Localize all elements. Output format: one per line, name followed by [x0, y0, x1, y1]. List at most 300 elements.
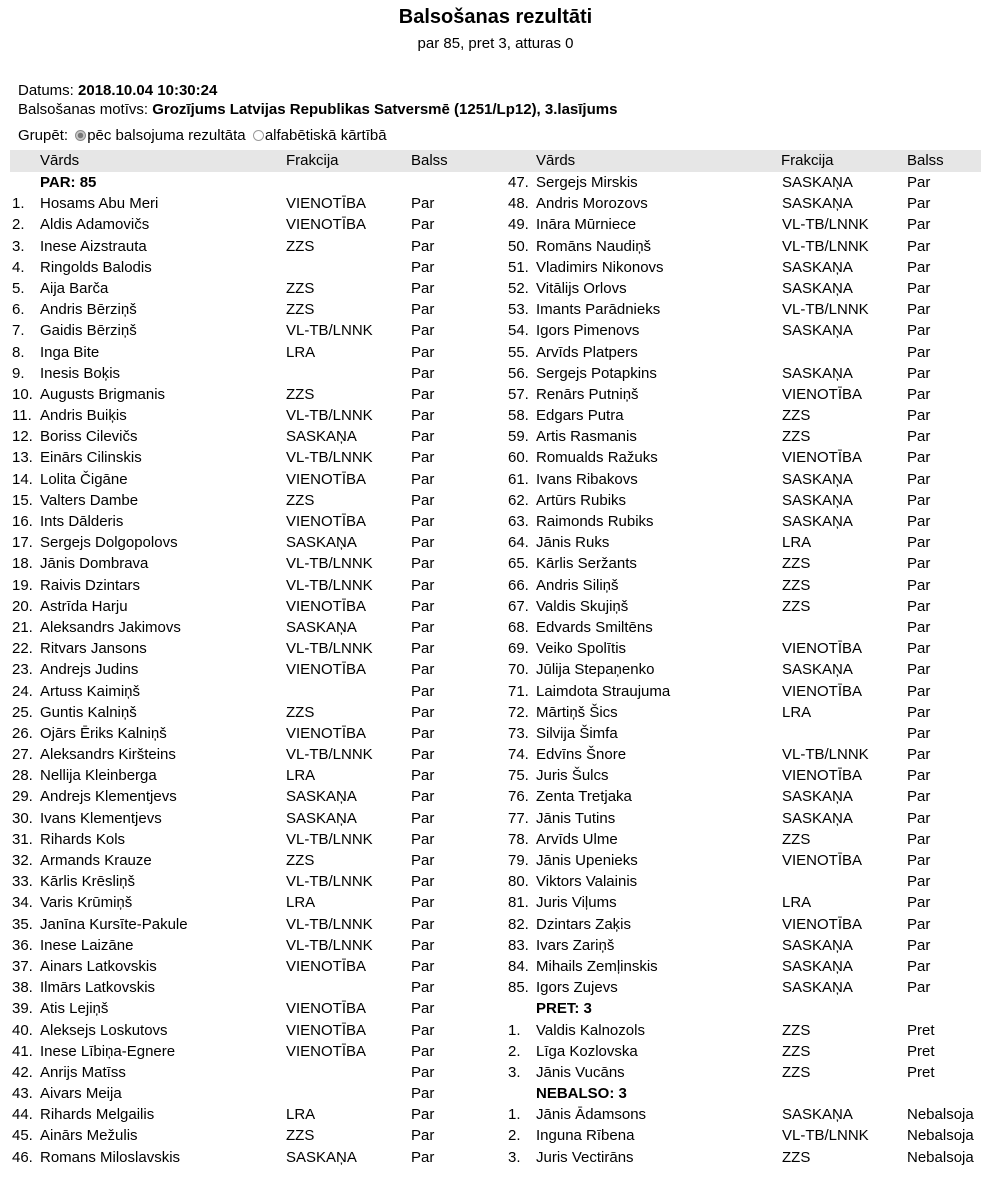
row-number: 57.	[508, 385, 529, 403]
deputy-name: Mārtiņš Šics	[536, 703, 618, 721]
row-number: 46.	[12, 1148, 33, 1166]
deputy-name: Aldis Adamovičs	[40, 216, 150, 234]
row-number: 48.	[508, 195, 529, 213]
deputy-name: Jānis Tutins	[536, 809, 616, 827]
deputy-vote: Par	[411, 1063, 435, 1081]
deputy-faction: VIENOTĪBA	[782, 852, 863, 869]
row-number: 23.	[12, 661, 33, 679]
row-number: 78.	[508, 830, 529, 848]
deputy-vote: Par	[907, 979, 931, 997]
row-number: 18.	[12, 555, 33, 573]
deputy-faction: VIENOTĪBA	[286, 470, 367, 488]
deputy-faction: LRA	[782, 894, 812, 912]
row-number: 32.	[12, 852, 33, 869]
deputy-vote: Par	[907, 852, 931, 869]
deputy-vote: Par	[411, 809, 435, 827]
deputy-name: Aleksejs Loskutovs	[40, 1021, 168, 1039]
deputy-name: Līga Kozlovska	[536, 1042, 638, 1060]
deputy-faction: ZZS	[782, 830, 811, 848]
deputy-faction: VIENOTĪBA	[782, 915, 863, 933]
deputy-name: Aleksandrs Kiršteins	[40, 746, 176, 764]
deputy-faction: ZZS	[286, 852, 315, 869]
deputy-faction: SASKAŅA	[782, 979, 853, 997]
deputy-name: Augusts Brigmanis	[40, 385, 166, 403]
deputy-vote: Par	[907, 195, 931, 213]
row-number: 2.	[508, 1042, 521, 1060]
row-number: 83.	[508, 936, 529, 954]
deputy-faction: ZZS	[286, 491, 315, 509]
deputy-vote: Par	[907, 322, 931, 340]
deputy-name: Inesis Boķis	[40, 364, 121, 382]
deputy-name: Imants Parādnieks	[536, 301, 661, 319]
vote-group-label: NEBALSO: 3	[536, 1085, 627, 1103]
row-number: 69.	[508, 640, 529, 658]
row-number: 21.	[12, 618, 33, 636]
row-number: 26.	[12, 724, 33, 742]
deputy-vote: Par	[907, 491, 931, 509]
deputy-vote: Par	[907, 470, 931, 488]
deputy-name: Ivars Zariņš	[536, 936, 615, 954]
row-number: 45.	[12, 1127, 33, 1145]
deputy-name: Sergejs Potapkins	[536, 364, 657, 382]
row-number: 72.	[508, 703, 529, 721]
row-number: 6.	[12, 301, 25, 319]
row-number: 43.	[12, 1085, 33, 1103]
deputy-name: Inga Bite	[40, 343, 100, 361]
row-number: 64.	[508, 534, 529, 552]
deputy-name: Varis Krūmiņš	[40, 894, 133, 912]
row-number: 66.	[508, 576, 529, 594]
row-number: 33.	[12, 873, 33, 891]
deputy-faction: SASKAŅA	[286, 809, 357, 827]
deputy-faction: ZZS	[782, 428, 811, 446]
deputy-name: Nellija Kleinberga	[40, 767, 157, 785]
motive-label: Balsošanas motīvs:	[18, 101, 149, 118]
deputy-vote: Par	[411, 385, 435, 403]
deputy-name: Viktors Valainis	[536, 873, 638, 891]
row-number: 14.	[12, 470, 33, 488]
group-by-result-radio[interactable]	[75, 130, 86, 141]
deputy-faction: VIENOTĪBA	[286, 513, 367, 530]
deputy-vote: Par	[411, 703, 435, 721]
deputy-name: Romualds Ražuks	[536, 449, 658, 467]
deputy-faction: SASKAŅA	[782, 258, 853, 276]
deputy-name: Romans Miloslavskis	[40, 1148, 181, 1166]
deputy-vote: Par	[411, 1085, 435, 1103]
deputy-vote: Par	[411, 1000, 435, 1018]
deputy-name: Sergejs Mirskis	[536, 174, 638, 191]
row-number: 19.	[12, 576, 33, 594]
row-number: 61.	[508, 470, 529, 488]
deputy-faction: SASKAŅA	[782, 195, 853, 213]
deputy-name: Ivans Klementjevs	[40, 809, 162, 827]
deputy-vote: Par	[907, 746, 931, 764]
deputy-faction: VL-TB/LNNK	[286, 915, 373, 933]
header-vote-right: Balss	[907, 152, 944, 169]
header-name-left: Vārds	[40, 152, 80, 169]
deputy-vote: Nebalsoja	[907, 1127, 974, 1145]
deputy-faction: VIENOTĪBA	[286, 1042, 367, 1060]
deputy-name: Jūlija Stepaņenko	[536, 661, 655, 679]
deputy-vote: Par	[907, 216, 931, 234]
deputy-vote: Par	[907, 449, 931, 467]
deputy-name: Lolita Čigāne	[40, 470, 128, 488]
deputy-faction: VIENOTĪBA	[286, 216, 367, 234]
deputy-vote: Par	[411, 279, 435, 297]
deputy-vote: Par	[907, 174, 931, 191]
deputy-vote: Par	[907, 597, 931, 615]
vote-group-label: PAR: 85	[40, 174, 97, 191]
deputy-vote: Par	[907, 279, 931, 297]
deputy-faction: VL-TB/LNNK	[782, 301, 869, 319]
deputy-name: Juris Viļums	[536, 894, 617, 912]
header-faction-left: Frakcija	[286, 152, 339, 169]
deputy-name: Zenta Tretjaka	[536, 788, 632, 806]
deputy-name: Juris Šulcs	[536, 767, 609, 785]
deputy-faction: SASKAŅA	[782, 809, 853, 827]
deputy-name: Andris Morozovs	[536, 195, 648, 213]
deputy-faction: VIENOTĪBA	[286, 1000, 367, 1018]
deputy-vote: Par	[411, 1127, 435, 1145]
deputy-vote: Nebalsoja	[907, 1106, 974, 1124]
deputy-name: Edvards Smiltēns	[536, 618, 653, 636]
row-number: 60.	[508, 449, 529, 467]
deputy-faction: SASKAŅA	[782, 936, 853, 954]
row-number: 27.	[12, 746, 33, 764]
deputy-name: Silvija Šimfa	[536, 724, 618, 742]
deputy-name: Rihards Melgailis	[40, 1106, 155, 1124]
row-number: 39.	[12, 1000, 33, 1018]
row-number: 54.	[508, 322, 529, 340]
deputy-vote: Par	[411, 470, 435, 488]
deputy-vote: Par	[411, 237, 435, 255]
deputy-name: Aivars Meija	[40, 1085, 122, 1103]
deputy-name: Igors Pimenovs	[536, 322, 640, 340]
deputy-faction: VL-TB/LNNK	[286, 640, 373, 658]
deputy-vote: Pret	[907, 1042, 935, 1060]
deputy-faction: VL-TB/LNNK	[286, 407, 373, 425]
deputy-vote: Par	[907, 661, 931, 679]
deputy-name: Andris Siliņš	[536, 576, 619, 594]
grouping-label: Grupēt:	[18, 127, 69, 144]
row-number: 67.	[508, 597, 529, 615]
deputy-faction: VL-TB/LNNK	[286, 873, 373, 891]
row-number: 28.	[12, 767, 33, 785]
row-number: 82.	[508, 915, 529, 933]
deputy-vote: Par	[411, 1042, 435, 1060]
vote-summary: par 85, pret 3, atturas 0	[417, 35, 574, 52]
row-number: 41.	[12, 1042, 33, 1060]
deputy-name: Arvīds Platpers	[536, 343, 638, 361]
deputy-name: Valters Dambe	[40, 491, 139, 509]
deputy-vote: Par	[411, 682, 435, 700]
row-number: 70.	[508, 661, 529, 679]
row-number: 73.	[508, 724, 529, 742]
deputy-name: Aleksandrs Jakimovs	[40, 618, 181, 636]
row-number: 1.	[508, 1106, 521, 1124]
deputy-faction: VL-TB/LNNK	[782, 746, 869, 764]
row-number: 34.	[12, 894, 33, 912]
deputy-name: Romāns Naudiņš	[536, 237, 652, 255]
deputy-vote: Par	[411, 915, 435, 933]
deputy-faction: ZZS	[286, 703, 315, 721]
group-by-result-label[interactable]: pēc balsojuma rezultāta	[87, 127, 246, 144]
deputy-faction: VIENOTĪBA	[782, 449, 863, 467]
deputy-faction: SASKAŅA	[782, 491, 853, 509]
deputy-name: Gaidis Bērziņš	[40, 322, 137, 340]
deputy-name: Astrīda Harju	[40, 597, 128, 615]
deputy-vote: Par	[907, 428, 931, 446]
row-number: 15.	[12, 491, 33, 509]
row-number: 3.	[508, 1148, 521, 1166]
row-number: 7.	[12, 322, 25, 340]
header-faction-right: Frakcija	[781, 152, 834, 169]
deputy-faction: VIENOTĪBA	[782, 385, 863, 403]
deputy-vote: Par	[907, 873, 931, 891]
deputy-name: Inese Laizāne	[40, 936, 134, 954]
row-number: 24.	[12, 682, 33, 700]
deputy-faction: VIENOTĪBA	[782, 640, 863, 658]
date-value: 2018.10.04 10:30:24	[78, 82, 218, 99]
row-number: 3.	[508, 1063, 521, 1081]
deputy-vote: Par	[411, 830, 435, 848]
deputy-vote: Par	[907, 682, 931, 700]
deputy-vote: Par	[411, 597, 435, 615]
row-number: 1.	[508, 1021, 521, 1039]
header-vote-left: Balss	[411, 152, 448, 169]
deputy-vote: Par	[907, 258, 931, 276]
group-alphabetical-label[interactable]: alfabētiskā kārtībā	[264, 127, 387, 144]
deputy-faction: ZZS	[782, 576, 811, 594]
deputy-name: Ināra Mūrniece	[536, 216, 637, 234]
deputy-faction: SASKAŅA	[286, 1148, 357, 1166]
deputy-name: Andris Bērziņš	[40, 301, 137, 319]
deputy-vote: Par	[411, 1148, 435, 1166]
row-number: 58.	[508, 407, 529, 425]
deputy-name: Jānis Dombrava	[40, 555, 149, 573]
deputy-name: Jānis Vucāns	[536, 1063, 625, 1081]
row-number: 80.	[508, 873, 529, 891]
deputy-faction: ZZS	[286, 1127, 315, 1145]
deputy-vote: Par	[411, 407, 435, 425]
deputy-name: Rihards Kols	[40, 830, 126, 848]
deputy-faction: SASKAŅA	[782, 513, 853, 530]
deputy-vote: Par	[907, 407, 931, 425]
row-number: 10.	[12, 385, 33, 403]
deputy-vote: Par	[907, 343, 931, 361]
deputy-vote: Par	[411, 1021, 435, 1039]
deputy-vote: Par	[411, 767, 435, 785]
header-name-right: Vārds	[536, 152, 576, 169]
row-number: 29.	[12, 788, 33, 806]
deputy-faction: LRA	[286, 1106, 316, 1124]
deputy-faction: SASKAŅA	[782, 957, 853, 975]
deputy-vote: Par	[411, 195, 435, 213]
deputy-name: Inese Aizstrauta	[40, 237, 147, 255]
deputy-name: Mihails Zemļinskis	[536, 957, 658, 975]
deputy-vote: Par	[411, 555, 435, 573]
deputy-name: Ilmārs Latkovskis	[40, 979, 156, 997]
deputy-vote: Par	[907, 915, 931, 933]
deputy-name: Ivans Ribakovs	[536, 470, 638, 488]
deputy-faction: SASKAŅA	[782, 1106, 853, 1124]
row-number: 85.	[508, 979, 529, 997]
row-number: 8.	[12, 343, 25, 361]
deputy-vote: Pret	[907, 1021, 935, 1039]
deputy-vote: Par	[411, 957, 435, 975]
deputy-vote: Pret	[907, 1063, 935, 1081]
row-number: 59.	[508, 428, 529, 446]
deputy-faction: LRA	[782, 703, 812, 721]
row-number: 71.	[508, 682, 529, 700]
deputy-faction: LRA	[286, 894, 316, 912]
row-number: 44.	[12, 1106, 33, 1124]
row-number: 16.	[12, 513, 33, 530]
deputy-vote: Par	[907, 894, 931, 912]
deputy-name: Artūrs Rubiks	[536, 491, 627, 509]
deputy-faction: ZZS	[782, 1148, 811, 1166]
deputy-name: Artis Rasmanis	[536, 428, 637, 446]
deputy-name: Sergejs Dolgopolovs	[40, 534, 178, 552]
deputy-vote: Par	[907, 830, 931, 848]
deputy-vote: Par	[411, 788, 435, 806]
row-number: 1.	[12, 195, 25, 213]
deputy-vote: Par	[411, 491, 435, 509]
deputy-name: Jānis Ādamsons	[536, 1106, 647, 1124]
deputy-faction: ZZS	[782, 1021, 811, 1039]
row-number: 4.	[12, 258, 25, 276]
deputy-faction: VIENOTĪBA	[782, 767, 863, 785]
vote-group-label: PRET: 3	[536, 1000, 592, 1018]
deputy-name: Einārs Cilinskis	[40, 449, 142, 467]
row-number: 52.	[508, 279, 529, 297]
deputy-name: Janīna Kursīte-Pakule	[40, 915, 188, 933]
deputy-faction: LRA	[782, 534, 812, 552]
row-number: 35.	[12, 915, 33, 933]
deputy-name: Anrijs Matīss	[40, 1063, 126, 1081]
deputy-name: Ints Dālderis	[40, 513, 124, 530]
deputy-name: Juris Vectirāns	[536, 1148, 634, 1166]
row-number: 47.	[508, 174, 529, 191]
deputy-name: Arvīds Ulme	[536, 830, 618, 848]
deputy-faction: VL-TB/LNNK	[286, 555, 373, 573]
deputy-vote: Par	[411, 513, 435, 530]
row-number: 5.	[12, 279, 25, 297]
deputy-faction: VL-TB/LNNK	[286, 746, 373, 764]
row-number: 76.	[508, 788, 529, 806]
row-number: 11.	[12, 407, 32, 425]
deputy-vote: Par	[907, 809, 931, 827]
deputy-faction: VIENOTĪBA	[286, 1021, 367, 1039]
row-number: 49.	[508, 216, 529, 234]
deputy-faction: SASKAŅA	[782, 470, 853, 488]
deputy-faction: LRA	[286, 767, 316, 785]
deputy-vote: Par	[907, 364, 931, 382]
deputy-name: Renārs Putniņš	[536, 385, 639, 403]
deputy-faction: VIENOTĪBA	[286, 661, 367, 679]
deputy-name: Igors Zujevs	[536, 979, 618, 997]
deputy-name: Raimonds Rubiks	[536, 513, 654, 530]
deputy-name: Vitālijs Orlovs	[536, 279, 627, 297]
deputy-faction: ZZS	[782, 597, 811, 615]
deputy-vote: Par	[907, 936, 931, 954]
deputy-name: Dzintars Zaķis	[536, 915, 632, 933]
deputy-name: Edgars Putra	[536, 407, 624, 425]
motive-value: Grozījums Latvijas Republikas Satversmē (1251/Lp12), 3.lasījums	[152, 101, 618, 118]
row-number: 17.	[12, 534, 33, 552]
deputy-vote: Par	[411, 936, 435, 954]
row-number: 22.	[12, 640, 33, 658]
deputy-vote: Par	[411, 576, 435, 594]
row-number: 63.	[508, 513, 529, 530]
date-line	[18, 82, 217, 99]
row-number: 36.	[12, 936, 33, 954]
deputy-vote: Nebalsoja	[907, 1148, 974, 1166]
deputy-vote: Par	[411, 428, 435, 446]
deputy-faction: VIENOTĪBA	[286, 195, 367, 213]
deputy-vote: Par	[907, 957, 931, 975]
deputy-vote: Par	[907, 513, 931, 530]
group-alphabetical-radio[interactable]	[253, 130, 264, 141]
row-number: 30.	[12, 809, 33, 827]
row-number: 9.	[12, 364, 25, 382]
grouping-control	[18, 127, 387, 144]
row-number: 55.	[508, 343, 529, 361]
row-number: 12.	[12, 428, 33, 446]
deputy-faction: VL-TB/LNNK	[782, 1127, 869, 1145]
deputy-name: Valdis Skujiņš	[536, 597, 629, 615]
row-number: 50.	[508, 237, 529, 255]
row-number: 56.	[508, 364, 529, 382]
deputy-vote: Par	[907, 555, 931, 573]
deputy-faction: ZZS	[286, 385, 315, 403]
deputy-vote: Par	[907, 640, 931, 658]
deputy-vote: Par	[411, 534, 435, 552]
row-number: 25.	[12, 703, 33, 721]
deputy-faction: VIENOTĪBA	[286, 724, 367, 742]
deputy-vote: Par	[907, 576, 931, 594]
date-label: Datums:	[18, 82, 74, 99]
deputy-vote: Par	[411, 449, 435, 467]
deputy-vote: Par	[907, 534, 931, 552]
row-number: 62.	[508, 491, 529, 509]
deputy-name: Andrejs Judins	[40, 661, 139, 679]
deputy-faction: ZZS	[782, 1042, 811, 1060]
page-title: Balsošanas rezultāti	[398, 6, 593, 28]
deputy-faction: VL-TB/LNNK	[286, 322, 373, 340]
deputy-faction: VL-TB/LNNK	[286, 449, 373, 467]
deputy-faction: SASKAŅA	[286, 428, 357, 446]
deputy-faction: SASKAŅA	[286, 788, 357, 806]
deputy-name: Ojārs Ēriks Kalniņš	[40, 724, 167, 742]
deputy-faction: VL-TB/LNNK	[286, 576, 373, 594]
deputy-faction: ZZS	[286, 237, 315, 255]
row-number: 38.	[12, 979, 33, 997]
deputy-vote: Par	[907, 788, 931, 806]
deputy-name: Armands Krauze	[40, 852, 152, 869]
deputy-vote: Par	[411, 661, 435, 679]
deputy-faction: SASKAŅA	[286, 534, 357, 552]
deputy-vote: Par	[411, 364, 435, 382]
deputy-name: Raivis Dzintars	[40, 576, 141, 594]
deputy-name: Jānis Ruks	[536, 534, 610, 552]
deputy-faction: ZZS	[286, 301, 315, 319]
deputy-faction: VIENOTĪBA	[782, 682, 863, 700]
table-header	[10, 150, 981, 172]
row-number: 31.	[12, 830, 33, 848]
row-number: 79.	[508, 852, 529, 869]
deputy-vote: Par	[411, 322, 435, 340]
